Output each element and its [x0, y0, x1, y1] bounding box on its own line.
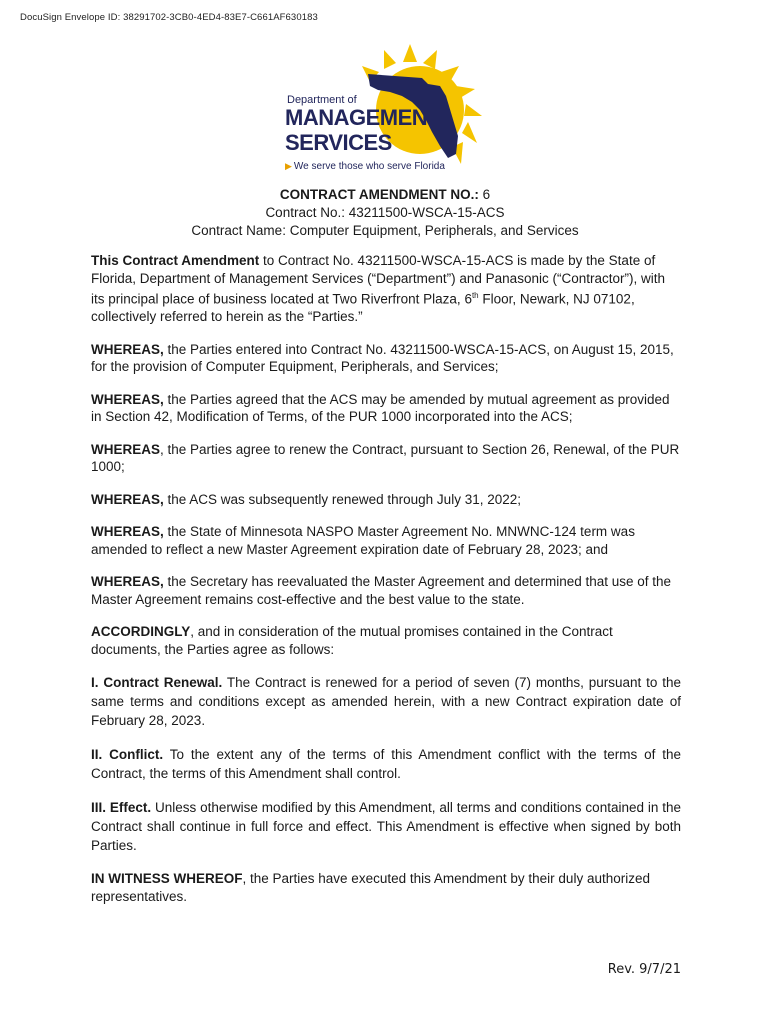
amendment-title: [0, 186, 770, 204]
section-lead: III. Effect.: [91, 800, 152, 815]
whereas-lead: WHEREAS,: [91, 491, 164, 507]
whereas-text: the Parties agreed that the ACS may be amended by mutual agreement as provided in Section 42, Modification of Terms, of the PUR 1000 incorporated into the ACS;: [91, 391, 670, 424]
intro-text-b: Floor, Newark, NJ 07102, collectively referred to herein as the “Parties.”: [91, 291, 635, 324]
accordingly-paragraph: [91, 623, 681, 658]
contract-number: Contract No.: 43211500-WSCA-15-ACS: [265, 205, 505, 220]
whereas-text: the Parties entered into Contract No. 43211500-WSCA-15-ACS, on August 15, 2015, for the provision of Computer Equipment, Peripherals, and Services;: [91, 341, 674, 374]
whereas-paragraph: [91, 523, 681, 558]
witness-paragraph: [91, 870, 681, 905]
whereas-paragraph: [91, 491, 681, 509]
section-lead: II. Conflict.: [91, 747, 164, 762]
accordingly-lead: ACCORDINGLY: [91, 624, 191, 639]
play-arrow-icon: ▶: [285, 161, 292, 171]
intro-lead: This Contract Amendment: [91, 253, 260, 268]
logo-line-department: Department of: [287, 94, 357, 106]
section-text: Unless otherwise modified by this Amendment, all terms and conditions contained in the Contract shall continue in full force and effect. This Amendment is effective when signed by both Parties.: [91, 800, 682, 853]
whereas-text: the Secretary has reevaluated the Master Agreement and determined that use of the Master Agreement remains cost-effective and the best value to the state.: [91, 574, 672, 607]
accordingly-text: , and in consideration of the mutual promises contained in the Contract documents, the Parties agree as follows:: [91, 624, 613, 657]
contract-name: Contract Name: Computer Equipment, Peripherals, and Services: [191, 223, 579, 238]
whereas-lead: WHEREAS: [91, 441, 161, 457]
whereas-lead: WHEREAS,: [91, 341, 164, 357]
whereas-paragraph: [91, 341, 681, 376]
section-effect: [91, 798, 681, 855]
amendment-label: CONTRACT AMENDMENT NO.:: [279, 187, 479, 202]
amendment-header: [0, 186, 770, 240]
document-body: [91, 252, 681, 920]
section-text: To the extent any of the terms of this Amendment conflict with the terms of the Contract, the terms of this Amendment shall control.: [91, 747, 681, 781]
logo-line-management: MANAGEMENT: [285, 105, 441, 130]
logo-line-services: SERVICES: [285, 130, 392, 155]
intro-sup: th: [471, 291, 479, 300]
intro-text-a: to Contract No. 43211500-WSCA-15-ACS is made by the State of Florida, Department of Management Services (“Department”) and Panasonic (“Contractor”), with its principal place of business located at Two Riverfront Plaza, 6: [91, 253, 665, 307]
whereas-paragraph: [91, 441, 681, 476]
intro-paragraph: [91, 252, 681, 326]
section-text: The Contract is renewed for a period of seven (7) months, pursuant to the same terms and conditions except as amended herein, with a new Contract expiration date of February 28, 2023.: [91, 675, 681, 728]
whereas-text: , the Parties agree to renew the Contract, pursuant to Section 26, Renewal, of the PUR 1000;: [91, 441, 680, 474]
whereas-text: the ACS was subsequently renewed through July 31, 2022;: [163, 491, 521, 507]
dms-logo: [280, 44, 490, 176]
whereas-lead: WHEREAS,: [91, 524, 164, 539]
tagline-text: We serve those who serve Florida: [293, 161, 445, 172]
whereas-paragraph: [91, 573, 681, 608]
whereas-lead: WHEREAS,: [91, 574, 164, 589]
section-contract-renewal: [91, 673, 681, 730]
section-conflict: [91, 745, 681, 783]
revision-label: Rev. 9/7/21: [607, 962, 681, 977]
section-lead: I. Contract Renewal.: [91, 675, 223, 690]
witness-lead: IN WITNESS WHEREOF: [91, 871, 243, 886]
logo-tagline: [285, 161, 445, 172]
whereas-paragraph: [91, 391, 681, 426]
whereas-lead: WHEREAS,: [91, 391, 164, 407]
witness-text: , the Parties have executed this Amendment by their duly authorized representatives.: [91, 871, 650, 904]
amendment-number: 6: [482, 187, 491, 202]
docusign-envelope-id: DocuSign Envelope ID: 38291702-3CB0-4ED4-83E7-C661AF630183: [20, 12, 318, 23]
whereas-text: the State of Minnesota NASPO Master Agreement No. MNWNC-124 term was amended to reflect a new Master Agreement expiration date of February 28, 2023; and: [91, 524, 635, 557]
